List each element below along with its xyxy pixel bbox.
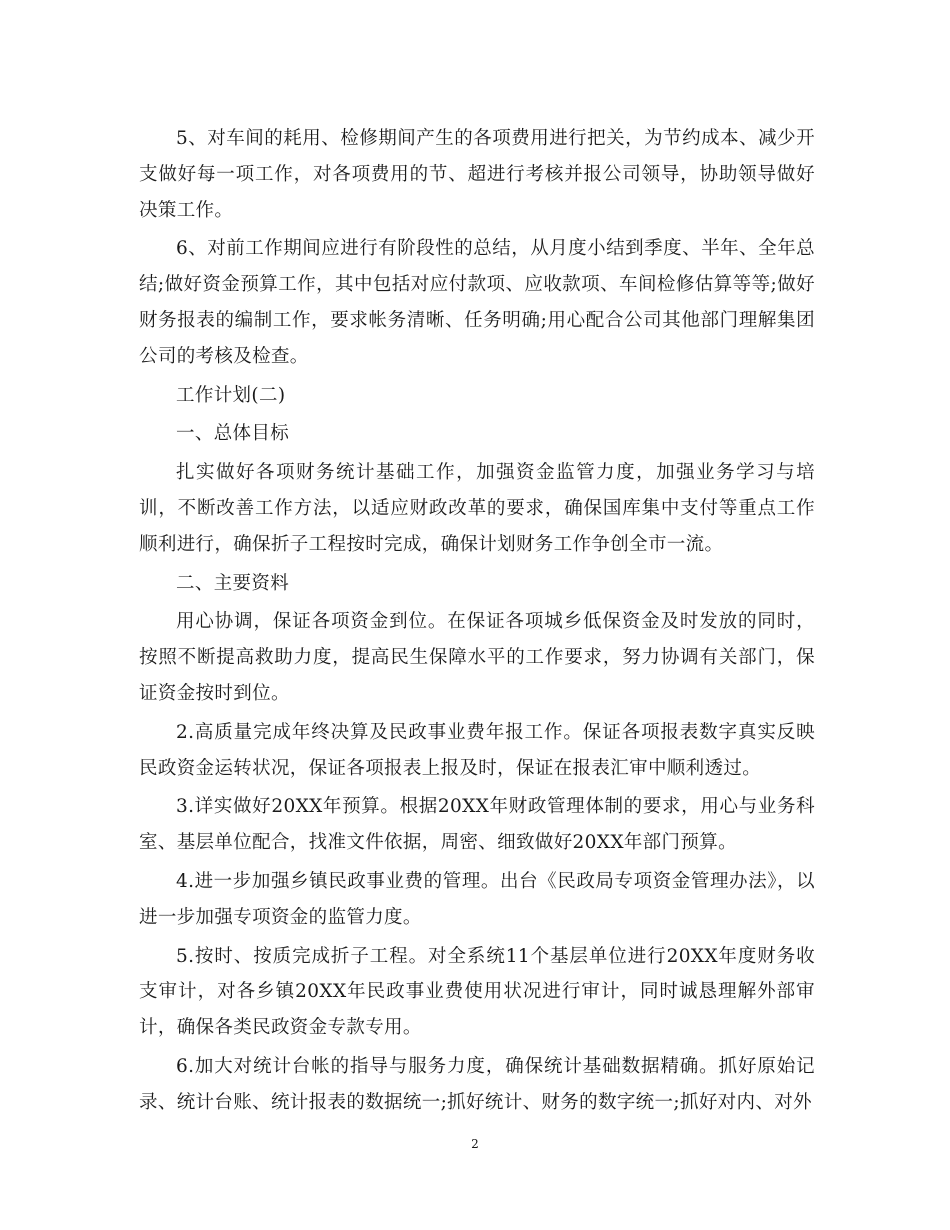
section-heading-work-plan-2: 工作计划(二) [176,384,286,406]
paragraph-item-5-audit: 5.按时、按质完成折子工程。对全系统11个基层单位进行20XX年度财务收支审计，对各乡镇20XX年民政事业费使用状况进行审计，同时诚恳理解外部审计，确保各类民政资金专款专用。 [139,945,815,1039]
paragraph-item-6-statistics: 6.加大对统计台帐的指导与服务力度，确保统计基础数据精确。抓好原始记录、统计台账、统计报表的数据统一;抓好统计、财务的数字统一;抓好对内、对外 [139,1055,815,1113]
paragraph-item-6-periodic-summary: 6、对前工作期间应进行有阶段性的总结，从月度小结到季度、半年、全年总结;做好资金预算工作，其中包括对应付款项、应收款项、车间检修估算等等;做好财务报表的编制工作，要求帐务清晰、任务明确;用心配合公司其他部门理解集团公司的考核及检查。 [139,238,815,367]
page-number: 2 [471,1137,479,1151]
section-heading-overall-goal: 一、总体目标 [176,423,290,445]
paragraph-item-2-final-accounts: 2.高质量完成年终决算及民政事业费年报工作。保证各项报表数字真实反映民政资金运转状况，保证各项报表上报及时，保证在报表汇审中顺利透过。 [139,721,815,779]
paragraph-item-5-expense-control: 5、对车间的耗用、检修期间产生的各项费用进行把关，为节约成本、减少开支做好每一项工作，对各项费用的节、超进行考核并报公司领导，协助领导做好决策工作。 [139,128,815,221]
paragraph-funding-coordination: 用心协调，保证各项资金到位。在保证各项城乡低保资金及时发放的同时，按照不断提高救助力度，提高民生保障水平的工作要求，努力协调有关部门，保证资金按时到位。 [139,611,815,704]
page-body [139,121,815,1124]
section-heading-main-content: 二、主要资料 [176,572,290,594]
paragraph-item-4-township-funds: 4.进一步加强乡镇民政事业费的管理。出台《民政局专项资金管理办法》，以进一步加强专项资金的监管力度。 [139,870,815,928]
paragraph-overall-goal: 扎实做好各项财务统计基础工作，加强资金监管力度，加强业务学习与培训，不断改善工作方法，以适应财政改革的要求，确保国库集中支付等重点工作顺利进行，确保折子工程按时完成，确保计划财务工作争创全市一流。 [139,462,815,555]
paragraph-item-3-budget: 3.详实做好20XX年预算。根据20XX年财政管理体制的要求，用心与业务科室、基层单位配合，找准文件依据，周密、细致做好20XX年部门预算。 [139,796,815,854]
